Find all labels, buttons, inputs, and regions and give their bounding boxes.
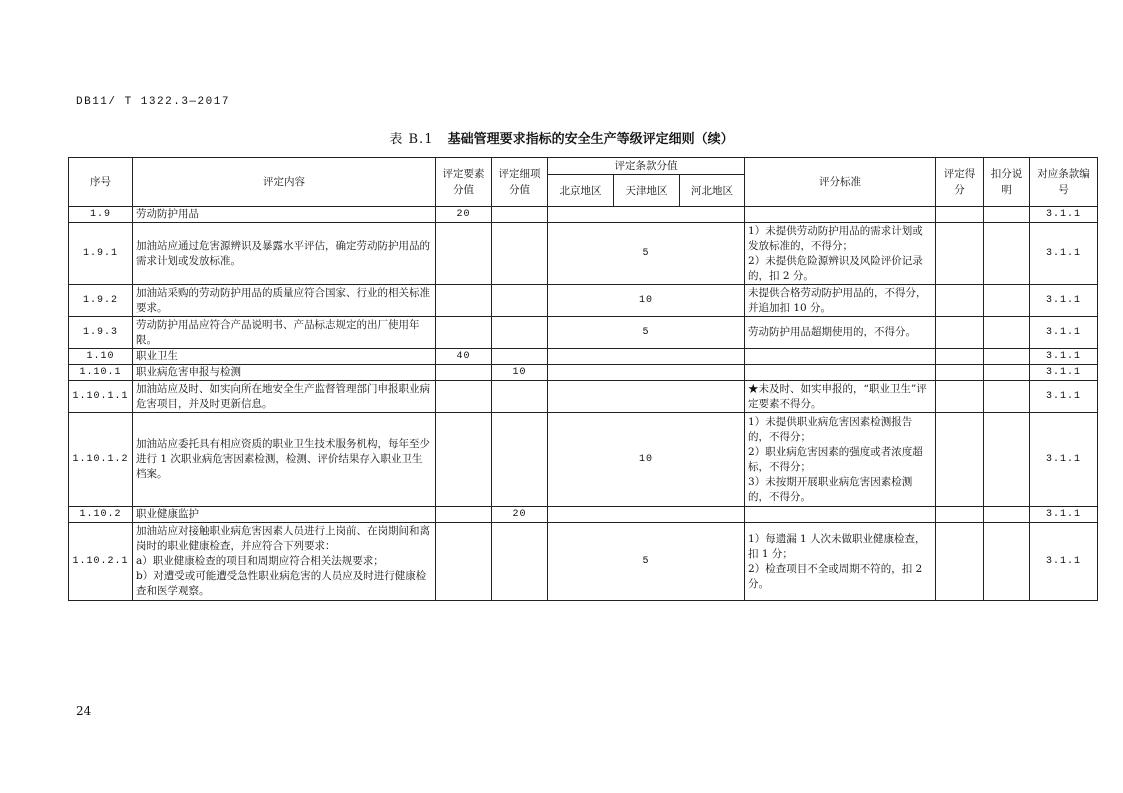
cell-clause-no: 3.1.1 [1030, 523, 1098, 601]
table-row [69, 317, 1098, 349]
cell-criteria [745, 349, 936, 365]
cell-detail-score [492, 381, 548, 413]
cell-detail-score [492, 349, 548, 365]
table-row [69, 207, 1098, 223]
cell-seq: 1.9.1 [69, 223, 133, 285]
cell-clause-score: 5 [548, 317, 745, 349]
table-row [69, 223, 1098, 285]
page-number: 24 [76, 704, 92, 718]
cell-score [936, 381, 984, 413]
cell-content: 劳动防护用品 [133, 207, 436, 223]
cell-clause-score: 5 [548, 223, 745, 285]
cell-clause-no: 3.1.1 [1030, 507, 1098, 523]
cell-seq: 1.10 [69, 349, 133, 365]
cell-seq: 1.10.1.2 [69, 413, 133, 507]
cell-score [936, 223, 984, 285]
table-title: 基础管理要求指标的安全生产等级评定细则（续） [447, 132, 734, 147]
cell-clause-score: 10 [548, 285, 745, 317]
document-code: DB11/ T 1322.3—2017 [76, 96, 230, 108]
cell-seq: 1.10.2.1 [69, 523, 133, 601]
cell-clause-no: 3.1.1 [1030, 207, 1098, 223]
cell-deduction [984, 365, 1030, 381]
cell-score [936, 285, 984, 317]
cell-criteria: 未提供合格劳动防护用品的，不得分，并追加扣 10 分。 [745, 285, 936, 317]
cell-clause-score [548, 381, 745, 413]
table-body [69, 207, 1098, 601]
cell-element-score [436, 223, 492, 285]
cell-clause-no: 3.1.1 [1030, 285, 1098, 317]
cell-clause-score [548, 365, 745, 381]
table-row [69, 523, 1098, 601]
cell-element-score: 20 [436, 207, 492, 223]
cell-criteria: 1）每遗漏 1 人次未做职业健康检查，扣 1 分； 2）检查项目不全或周期不符的，扣 2 分。 [745, 523, 936, 601]
cell-element-score [436, 381, 492, 413]
cell-criteria: 1）未提供劳动防护用品的需求计划或发放标准的，不得分； 2）未提供危险源辨识及风险评价记录的，扣 2 分。 [745, 223, 936, 285]
col-header-score: 评定得分 [936, 158, 984, 207]
table-row [69, 365, 1098, 381]
cell-clause-score: 10 [548, 413, 745, 507]
cell-score [936, 317, 984, 349]
cell-deduction [984, 285, 1030, 317]
cell-criteria: 1）未提供职业病危害因素检测报告的，不得分； 2）职业病危害因素的强度或者浓度超标，不得分； 3）未按期开展职业病危害因素检测的，不得分。 [745, 413, 936, 507]
cell-content: 加油站采购的劳动防护用品的质量应符合国家、行业的相关标准要求。 [133, 285, 436, 317]
cell-deduction [984, 207, 1030, 223]
table-number: 表 B.1 [389, 132, 434, 147]
cell-clause-no: 3.1.1 [1030, 413, 1098, 507]
cell-element-score [436, 413, 492, 507]
cell-score [936, 523, 984, 601]
cell-seq: 1.10.2 [69, 507, 133, 523]
table-row [69, 381, 1098, 413]
cell-deduction [984, 317, 1030, 349]
cell-element-score [436, 285, 492, 317]
cell-criteria: 劳动防护用品超期使用的，不得分。 [745, 317, 936, 349]
cell-criteria [745, 207, 936, 223]
col-header-content: 评定内容 [133, 158, 436, 207]
cell-clause-no: 3.1.1 [1030, 365, 1098, 381]
evaluation-table [68, 157, 1098, 601]
table-row [69, 507, 1098, 523]
cell-clause-no: 3.1.1 [1030, 381, 1098, 413]
cell-deduction [984, 349, 1030, 365]
cell-score [936, 413, 984, 507]
cell-clause-score [548, 207, 745, 223]
cell-clause-no: 3.1.1 [1030, 349, 1098, 365]
cell-detail-score [492, 523, 548, 601]
table-row [69, 349, 1098, 365]
cell-seq: 1.9.3 [69, 317, 133, 349]
cell-content: 加油站应委托具有相应资质的职业卫生技术服务机构，每年至少进行 1 次职业病危害因素检测，检测、评价结果存入职业卫生档案。 [133, 413, 436, 507]
cell-detail-score [492, 413, 548, 507]
cell-detail-score [492, 317, 548, 349]
cell-criteria: ★未及时、如实申报的，“职业卫生”评定要素不得分。 [745, 381, 936, 413]
cell-element-score [436, 365, 492, 381]
cell-deduction [984, 413, 1030, 507]
cell-clause-score [548, 507, 745, 523]
cell-content: 职业健康监护 [133, 507, 436, 523]
col-header-detail-score: 评定细项分值 [492, 158, 548, 207]
cell-seq: 1.10.1 [69, 365, 133, 381]
cell-element-score [436, 523, 492, 601]
cell-clause-score [548, 349, 745, 365]
cell-clause-no: 3.1.1 [1030, 223, 1098, 285]
table-caption [0, 128, 1123, 147]
cell-score [936, 349, 984, 365]
cell-criteria [745, 507, 936, 523]
table-row [69, 413, 1098, 507]
col-header-criteria: 评分标准 [745, 158, 936, 207]
cell-score [936, 207, 984, 223]
cell-detail-score [492, 207, 548, 223]
cell-content: 加油站应对接触职业病危害因素人员进行上岗前、在岗期间和离岗时的职业健康检查，并应符合下列要求： a）职业健康检查的项目和周期应符合相关法规要求； b）对遭受或可能遭受急性职业病危害的人员应及时进行健康检查和医学观察。 [133, 523, 436, 601]
cell-content: 加油站应通过危害源辨识及暴露水平评估，确定劳动防护用品的需求计划或发放标准。 [133, 223, 436, 285]
cell-element-score [436, 507, 492, 523]
cell-deduction [984, 507, 1030, 523]
cell-score [936, 507, 984, 523]
cell-clause-score: 5 [548, 523, 745, 601]
cell-deduction [984, 381, 1030, 413]
cell-content: 劳动防护用品应符合产品说明书、产品标志规定的出厂使用年限。 [133, 317, 436, 349]
col-header-clause-score: 评定条款分值 [548, 158, 745, 175]
col-header-clause-no: 对应条款编号 [1030, 158, 1098, 207]
col-header-beijing: 北京地区 [548, 175, 614, 207]
cell-detail-score [492, 285, 548, 317]
col-header-hebei: 河北地区 [680, 175, 745, 207]
cell-content: 职业病危害申报与检测 [133, 365, 436, 381]
cell-detail-score: 10 [492, 365, 548, 381]
col-header-deduction: 扣分说明 [984, 158, 1030, 207]
cell-seq: 1.9 [69, 207, 133, 223]
table-row [69, 285, 1098, 317]
cell-content: 加油站应及时、如实向所在地安全生产监督管理部门申报职业病危害项目，并及时更新信息。 [133, 381, 436, 413]
cell-element-score: 40 [436, 349, 492, 365]
cell-detail-score [492, 223, 548, 285]
cell-seq: 1.10.1.1 [69, 381, 133, 413]
cell-criteria [745, 365, 936, 381]
cell-seq: 1.9.2 [69, 285, 133, 317]
cell-score [936, 365, 984, 381]
cell-element-score [436, 317, 492, 349]
col-header-tianjin: 天津地区 [614, 175, 680, 207]
col-header-seq: 序号 [69, 158, 133, 207]
cell-clause-no: 3.1.1 [1030, 317, 1098, 349]
col-header-element-score: 评定要素分值 [436, 158, 492, 207]
cell-deduction [984, 223, 1030, 285]
cell-detail-score: 20 [492, 507, 548, 523]
cell-content: 职业卫生 [133, 349, 436, 365]
cell-deduction [984, 523, 1030, 601]
